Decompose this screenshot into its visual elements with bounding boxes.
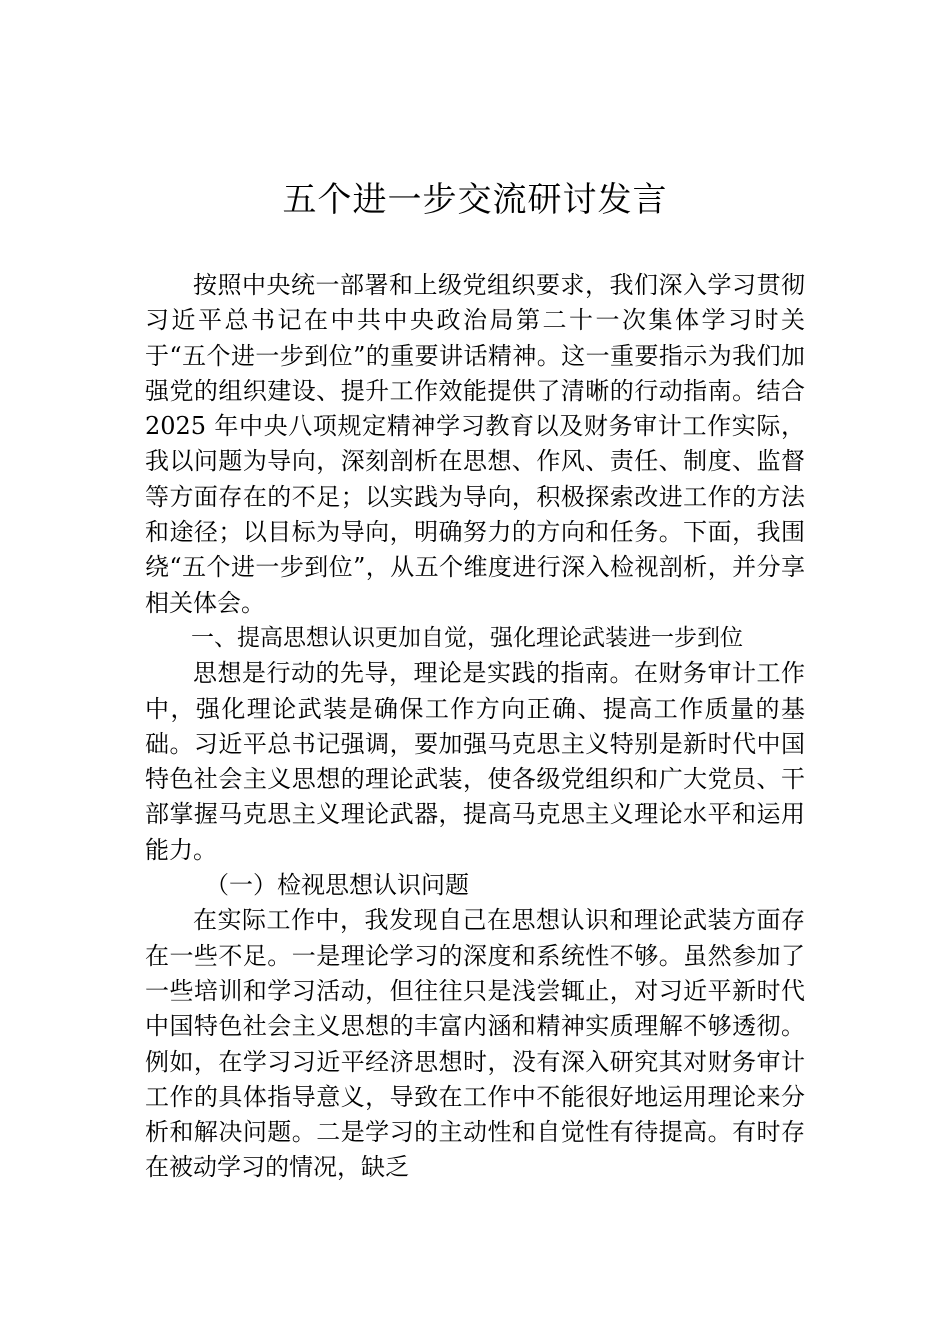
document-title: 五个进一步交流研讨发言 (282, 180, 668, 220)
subsection-1-paragraph: 在实际工作中，我发现自己在思想认识和理论武装方面存在一些不足。一是理论学习的深度和系统性不够。虽然参加了一些培训和学习活动，但往往只是浅尝辄止，对习近平新时代中国特色社会主义思想的丰富内涵和精神实质理解不够透彻。例如，在学习习近平经济思想时，没有深入研究其对财务审计工作的具体指导意义，导致在工作中不能很好地运用理论来分析和解决问题。二是学习的主动性和自觉性有待提高。有时存在被动学习的情况，缺乏 (145, 906, 805, 1182)
section-heading-1: 一、提高思想认识更加自觉，强化理论武装进一步到位 (191, 624, 743, 651)
intro-paragraph: 按照中央统一部署和上级党组织要求，我们深入学习贯彻习近平总书记在中共中央政治局第二十一次集体学习时关于“五个进一步到位”的重要讲话精神。这一重要指示为我们加强党的组织建设、提升工作效能提供了清晰的行动指南。结合 2025 年中央八项规定精神学习教育以及财务审计工作实际，我以问题为导向，深刻剖析在思想、作风、责任、制度、监督等方面存在的不足；以实践为导向，积极探索改进工作的方法和途径；以目标为导向，明确努力的方向和任务。下面，我围绕“五个进一步到位”，从五个维度进行深入检视剖析，并分享相关体会。 (145, 271, 805, 617)
section-1-paragraph: 思想是行动的先导，理论是实践的指南。在财务审计工作中，强化理论武装是确保工作方向正确、提高工作质量的基础。习近平总书记强调，要加强马克思主义特别是新时代中国特色社会主义思想的理论武装，使各级党组织和广大党员、干部掌握马克思主义理论武器，提高马克思主义理论水平和运用能力。 (145, 659, 805, 864)
document-body (145, 268, 805, 1186)
subsection-heading-1: （一）检视思想认识问题 (205, 871, 469, 900)
